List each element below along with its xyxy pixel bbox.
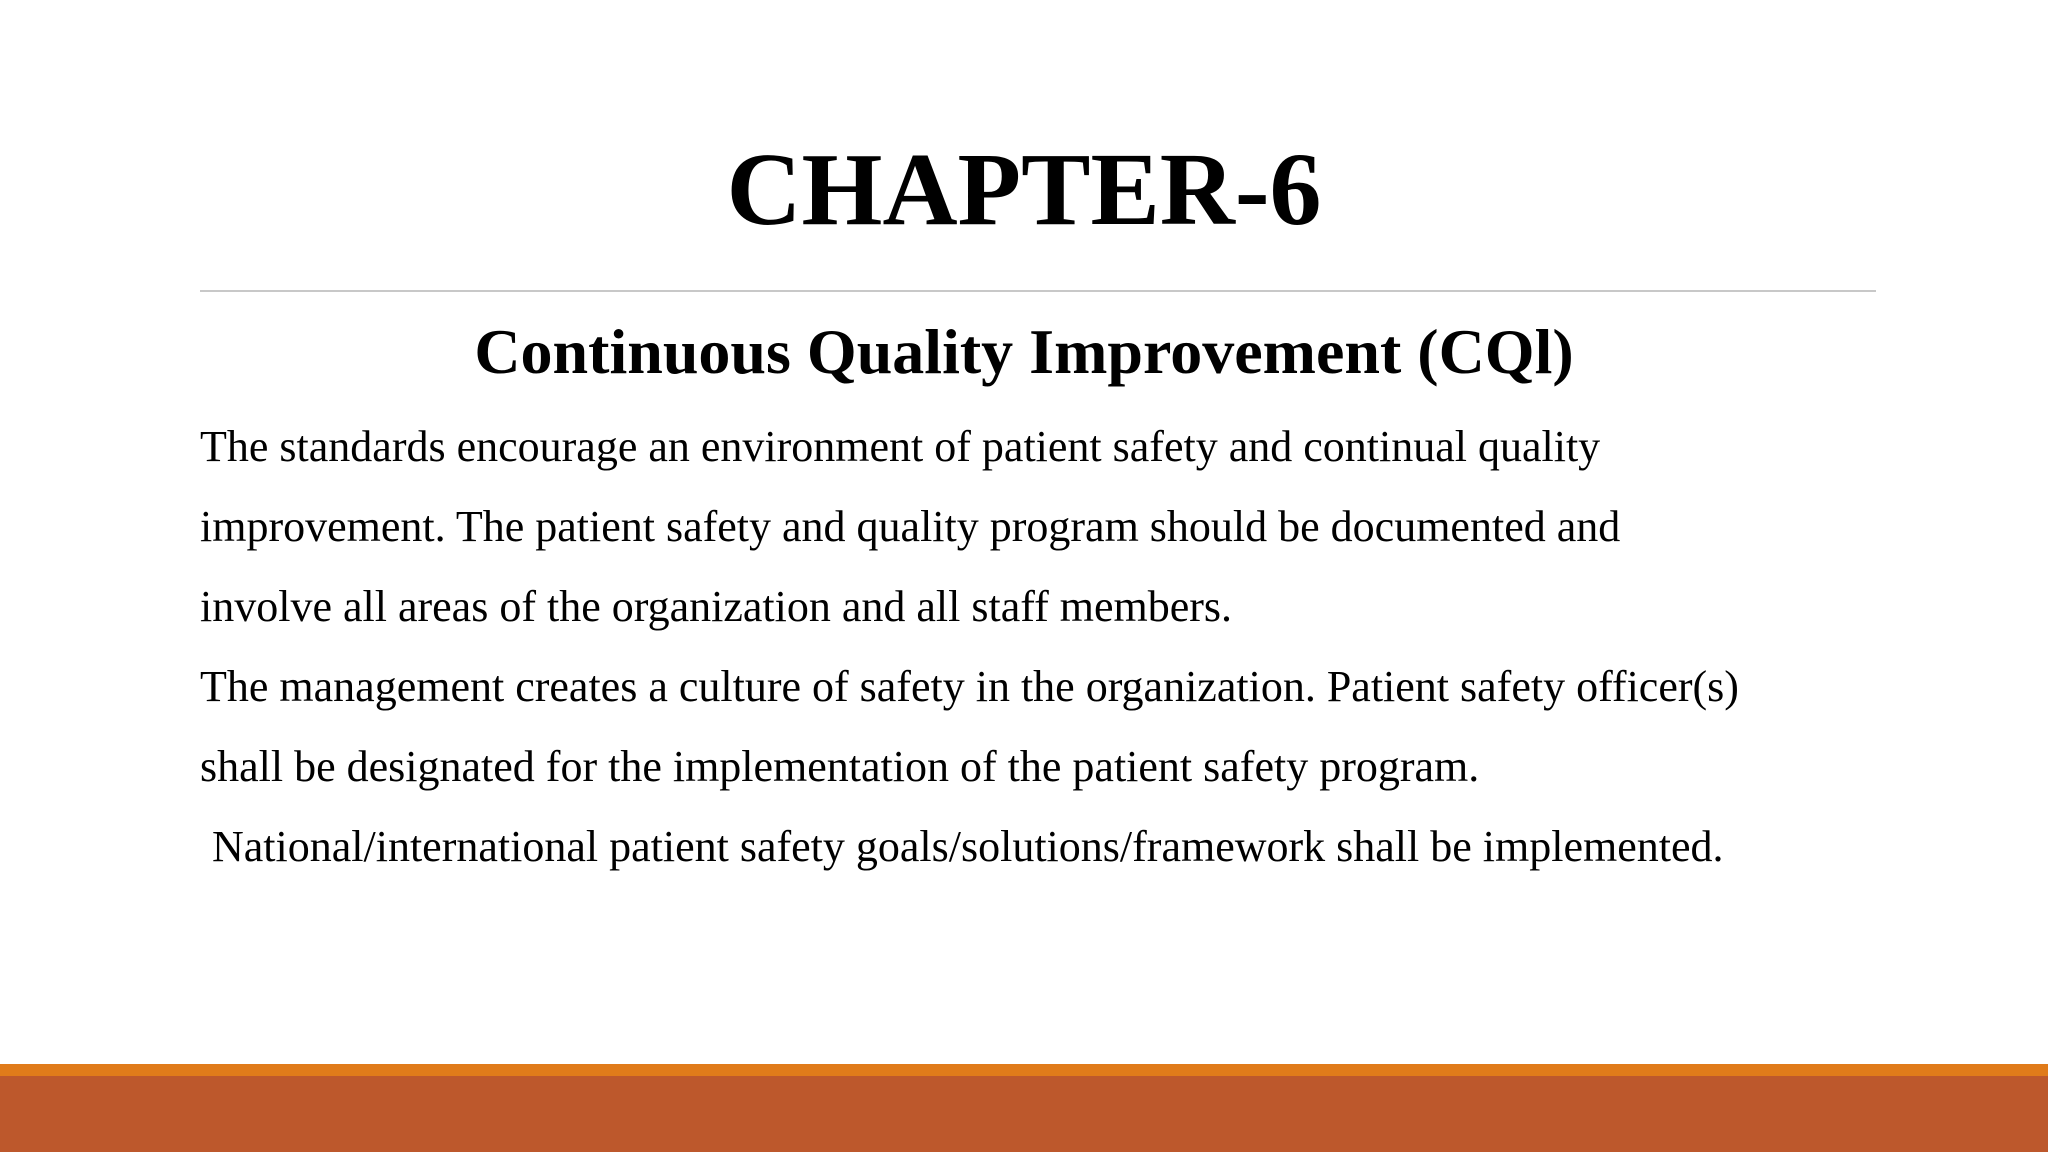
footer-accent-bar-thin (0, 1064, 2048, 1076)
body-line: National/international patient safety goals/solutions/framework shall be implemented. (212, 822, 1724, 871)
body-line: The standards encourage an environment of patient safety and continual quality (200, 422, 1601, 471)
body-line: improvement. The patient safety and quality program should be documented and (200, 502, 1621, 551)
slide-subtitle: Continuous Quality Improvement (CQl) (474, 316, 1574, 387)
slide-title: CHAPTER-6 (726, 132, 1322, 247)
body-line: involve all areas of the organization and all staff members. (200, 582, 1233, 631)
title-divider (200, 290, 1876, 292)
body-line: The management creates a culture of safety in the organization. Patient safety officer(s) (200, 662, 1739, 711)
slide-body (200, 407, 1900, 887)
body-line: shall be designated for the implementation of the patient safety program. (200, 742, 1480, 791)
footer-accent-bar-thick (0, 1076, 2048, 1152)
